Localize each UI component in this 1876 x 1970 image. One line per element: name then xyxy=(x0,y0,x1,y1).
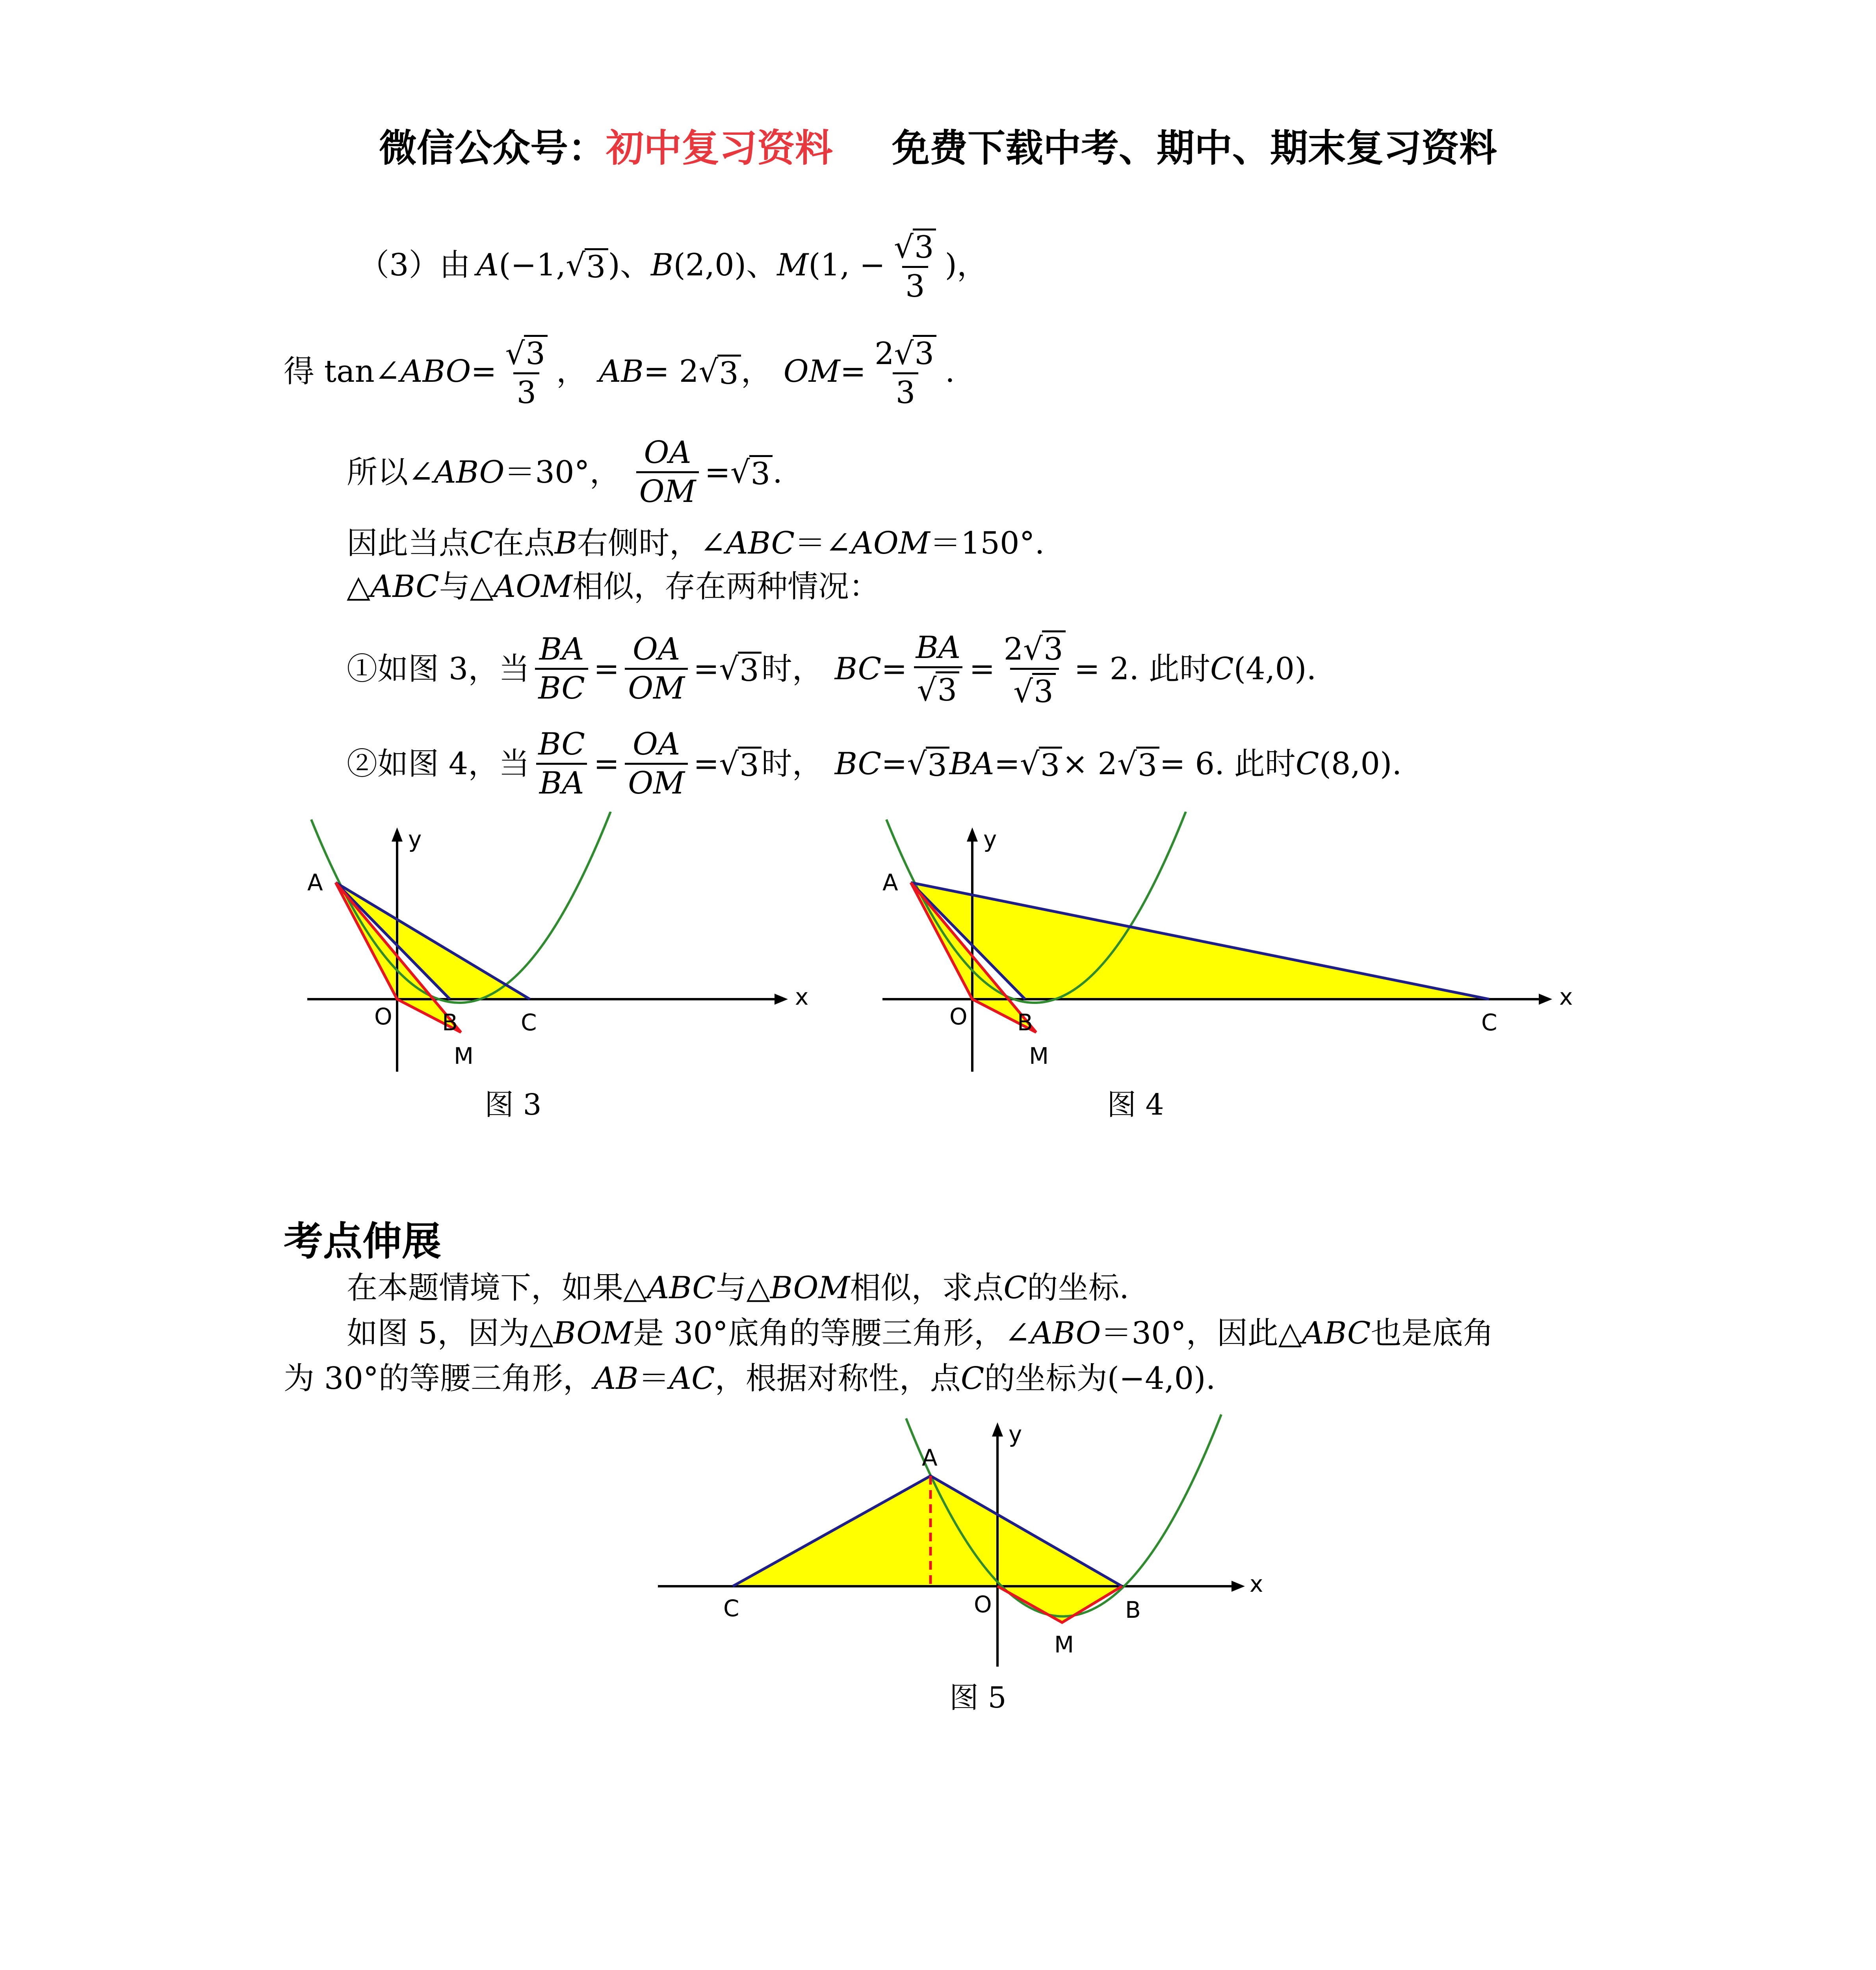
fraction xyxy=(535,729,588,799)
label-x: x xyxy=(795,983,809,1010)
text: 的坐标. xyxy=(1027,1270,1129,1306)
y-arrow xyxy=(992,1422,1003,1437)
separator: 、 xyxy=(746,247,777,283)
fraction: $\frac{√3}{3}$ xyxy=(891,229,939,302)
m-coord-close: )， xyxy=(945,247,988,283)
equals: = xyxy=(693,651,719,687)
comma: ， xyxy=(741,354,772,389)
case-2-line: ②如图 4，当 $\frac{BC}{BA}$ = $\frac{OA}{OM}$ = √ 3 时， BC = √ 3 BA = √ 3 × 2 √ 3 = 6 . 此时 C (8,0). xyxy=(347,727,1402,801)
angle-abo: ABO xyxy=(1030,1316,1101,1351)
figure-4-caption: 图 4 xyxy=(1107,1088,1164,1122)
label-m: M xyxy=(1029,1043,1049,1069)
x-arrow xyxy=(775,994,788,1005)
y-arrow xyxy=(392,827,403,842)
denominator: 3 xyxy=(893,372,919,408)
header-highlight: 初中复习资料 xyxy=(606,126,833,170)
angle-abo: ABO xyxy=(400,354,471,389)
point-c: C xyxy=(1003,1270,1027,1306)
label-a: A xyxy=(882,869,898,896)
fraction: $\frac{√3}{3}$ xyxy=(502,335,551,408)
period: . xyxy=(773,454,782,490)
text: 是 30°底角的等腰三角形，∠ xyxy=(633,1316,1031,1351)
c-coord: (4,0). xyxy=(1233,651,1317,687)
extension-paragraph-3 xyxy=(284,1363,1216,1394)
solution-line-3: 所以∠ ABO ＝30°， $\frac{OA}{OM}$ = √ 3 . xyxy=(347,435,782,509)
label-y: y xyxy=(1009,1421,1022,1448)
text: 也是底角 xyxy=(1371,1316,1494,1351)
numerator: BA xyxy=(916,630,961,665)
ba-label: BA xyxy=(949,746,994,782)
label-a: A xyxy=(922,1444,938,1471)
result: = 2 xyxy=(1074,651,1129,687)
label-a: A xyxy=(307,869,323,896)
text: ②如图 4，当 xyxy=(347,746,530,782)
equals: = xyxy=(693,746,719,782)
label-c: C xyxy=(723,1595,739,1622)
text: ①如图 3，当 xyxy=(347,651,530,687)
denominator: OM xyxy=(625,668,688,704)
label-m: M xyxy=(1054,1631,1074,1658)
label-b: B xyxy=(1017,1009,1033,1036)
text: 相似，存在两种情况： xyxy=(572,569,880,604)
numerator: BC xyxy=(538,727,585,762)
fraction xyxy=(625,634,688,704)
b-coord: (2,0) xyxy=(673,247,747,283)
text: 与△ xyxy=(439,569,494,604)
c-coord: (8,0). xyxy=(1319,746,1402,782)
header-prefix: 微信公众号： xyxy=(379,126,606,170)
triangle-bom: BOM xyxy=(770,1270,850,1306)
text: ＝30°，因此△ xyxy=(1101,1316,1302,1351)
period: . xyxy=(945,354,955,389)
denominator: 3 xyxy=(902,266,928,302)
text: 时， xyxy=(761,651,823,687)
header-suffix: 免费下载中考、期中、期末复习资料 xyxy=(892,126,1497,170)
label-c: C xyxy=(1481,1009,1497,1036)
fraction: $\frac{BA}{√3}$ xyxy=(913,632,964,706)
text: 为 30°的等腰三角形， xyxy=(284,1361,594,1396)
denominator: BA xyxy=(536,763,587,799)
numerator: OA xyxy=(644,435,691,470)
denominator: OM xyxy=(636,471,699,507)
figure-5-caption: 图 5 xyxy=(949,1681,1007,1715)
extension-paragraph-2 xyxy=(347,1318,1494,1349)
text: ＝∠ xyxy=(795,526,851,561)
equals: = xyxy=(840,354,866,389)
label-x: x xyxy=(1559,983,1573,1010)
text: 在点 xyxy=(493,526,555,561)
fraction: $\frac{2√3}{3}$ xyxy=(871,335,940,408)
result: = 6 xyxy=(1159,746,1215,782)
fraction: $\frac{2√3}{√3}$ xyxy=(1001,630,1069,707)
denominator: 3 xyxy=(513,372,539,408)
times: × 2 xyxy=(1062,746,1118,782)
numerator: OA xyxy=(633,632,680,667)
point-b: B xyxy=(651,247,674,283)
point-c: C xyxy=(1295,746,1319,782)
text: 时， xyxy=(761,746,823,782)
sqrt-arg: 3 xyxy=(738,747,762,781)
point-c: C xyxy=(470,526,493,561)
label-y: y xyxy=(983,826,997,853)
figure-5 xyxy=(646,1411,1284,1694)
label-o: O xyxy=(949,1003,968,1030)
angle-aom: AOM xyxy=(851,526,930,561)
ab-label: AB xyxy=(599,354,644,389)
equals: = xyxy=(471,354,497,389)
bc-label: BC xyxy=(834,746,882,782)
label-m: M xyxy=(454,1043,474,1069)
text: 所以∠ xyxy=(347,454,434,490)
sqrt-arg: 3 xyxy=(585,248,608,282)
fraction xyxy=(535,634,588,704)
text: ＝150°. xyxy=(930,526,1045,561)
point-c: C xyxy=(960,1361,984,1396)
coef: 2 xyxy=(874,336,894,372)
angle-abo: ABO xyxy=(434,454,505,490)
equals: = xyxy=(881,651,907,687)
coef: 2 xyxy=(1003,632,1023,667)
angle-abc: ABC xyxy=(726,526,795,561)
case-1-line: ①如图 3，当 $\frac{BA}{BC}$ = $\frac{OA}{OM}$ = √ 3 时， BC = $\frac{BA}{√3}$ = $\frac{2√3}{√3}$ = 2 . 此时 C (4,0). xyxy=(347,630,1317,710)
sqrt-arg: 3 xyxy=(1039,747,1062,781)
sqrt-arg: 3 xyxy=(749,455,773,489)
equals: = xyxy=(704,454,730,490)
triangle-abc-fill xyxy=(733,1476,1122,1586)
sqrt-arg: 3 xyxy=(1136,747,1160,781)
point-m: M xyxy=(777,247,809,283)
triangle-aom: AOM xyxy=(493,569,572,604)
label-o: O xyxy=(974,1591,992,1618)
triangle-bom: BOM xyxy=(553,1316,633,1351)
text: 的坐标为(−4,0). xyxy=(984,1361,1216,1396)
om-label: OM xyxy=(783,354,840,389)
label-b: B xyxy=(442,1009,458,1036)
fraction xyxy=(636,437,699,507)
ab-value: = 2 xyxy=(643,354,699,389)
label-x: x xyxy=(1250,1570,1263,1597)
equals: = xyxy=(994,746,1020,782)
equals: = xyxy=(593,746,620,782)
ac-label: AC xyxy=(669,1361,715,1396)
page-header xyxy=(0,118,1876,172)
triangle-abc: ABC xyxy=(370,569,439,604)
figure-3 xyxy=(299,812,812,1080)
text: 相似，求点 xyxy=(850,1270,1004,1306)
point-b: B xyxy=(554,526,578,561)
triangle-abc: ABC xyxy=(1302,1316,1371,1351)
numerator: OA xyxy=(633,727,680,762)
separator: 、 xyxy=(620,247,651,283)
ab-label: AB xyxy=(594,1361,639,1396)
triangle-abc: ABC xyxy=(647,1270,716,1306)
text: ，根据对称性，点 xyxy=(715,1361,961,1396)
label-b: B xyxy=(1125,1596,1141,1623)
sqrt-arg: 3 xyxy=(926,747,949,781)
solution-line-4 xyxy=(347,528,1044,559)
sqrt-arg: 3 xyxy=(524,335,548,369)
label-c: C xyxy=(521,1009,537,1036)
denominator: BC xyxy=(535,668,588,704)
text: 因此当点 xyxy=(347,526,470,561)
part-label: （3）由 xyxy=(358,247,470,283)
figure-3-caption: 图 3 xyxy=(485,1088,542,1122)
fraction xyxy=(625,729,688,799)
equals: = xyxy=(593,651,620,687)
text: . 此时 xyxy=(1215,746,1296,782)
sqrt-arg: 3 xyxy=(1042,630,1066,665)
y-arrow xyxy=(967,827,978,842)
sqrt-arg: 3 xyxy=(1032,673,1056,707)
point-c: C xyxy=(1210,651,1234,687)
sqrt-arg: 3 xyxy=(913,229,936,263)
bc-label: BC xyxy=(834,651,882,687)
tan-prefix: 得 tan∠ xyxy=(284,354,401,389)
solution-line-5 xyxy=(347,571,880,602)
equals: = xyxy=(969,651,995,687)
point-a: A xyxy=(476,247,499,283)
numerator: BA xyxy=(539,632,584,667)
text: 在本题情境下，如果△ xyxy=(347,1270,647,1306)
solution-line-2: 得 tan∠ ABO = $\frac{√3}{3}$ ， AB = 2 √ 3 ， OM = $\frac{2√3}{3}$ . xyxy=(284,335,955,408)
sqrt-arg: 3 xyxy=(936,671,959,706)
text: △ xyxy=(347,569,370,604)
denominator: OM xyxy=(625,763,688,799)
x-arrow xyxy=(1539,994,1552,1005)
text: . 此时 xyxy=(1129,651,1210,687)
a-coord-close: ) xyxy=(608,247,620,283)
angle-value: ＝30°， xyxy=(504,454,620,490)
text: 右侧时，∠ xyxy=(577,526,726,561)
solution-line-1: （3）由 A (−1, √ 3 ) 、 B (2,0) 、 M (1, − $\frac{√3}{3}$ )， xyxy=(358,229,988,302)
text: 与△ xyxy=(715,1270,770,1306)
section-heading: 考点伸展 xyxy=(284,1218,441,1264)
text: ＝ xyxy=(638,1361,669,1396)
equals: = xyxy=(881,746,907,782)
extension-paragraph-1 xyxy=(347,1270,1129,1306)
m-coord: (1, − xyxy=(808,247,886,283)
a-coord: (−1, xyxy=(498,247,566,283)
comma: ， xyxy=(556,354,587,389)
label-y: y xyxy=(408,826,422,853)
text: 如图 5，因为△ xyxy=(347,1316,554,1351)
sqrt-arg: 3 xyxy=(738,652,762,686)
sqrt-arg: 3 xyxy=(913,335,936,369)
figure-4 xyxy=(875,812,1584,1080)
x-arrow xyxy=(1231,1581,1245,1592)
sqrt-arg: 3 xyxy=(717,355,741,389)
label-o: O xyxy=(374,1003,392,1030)
